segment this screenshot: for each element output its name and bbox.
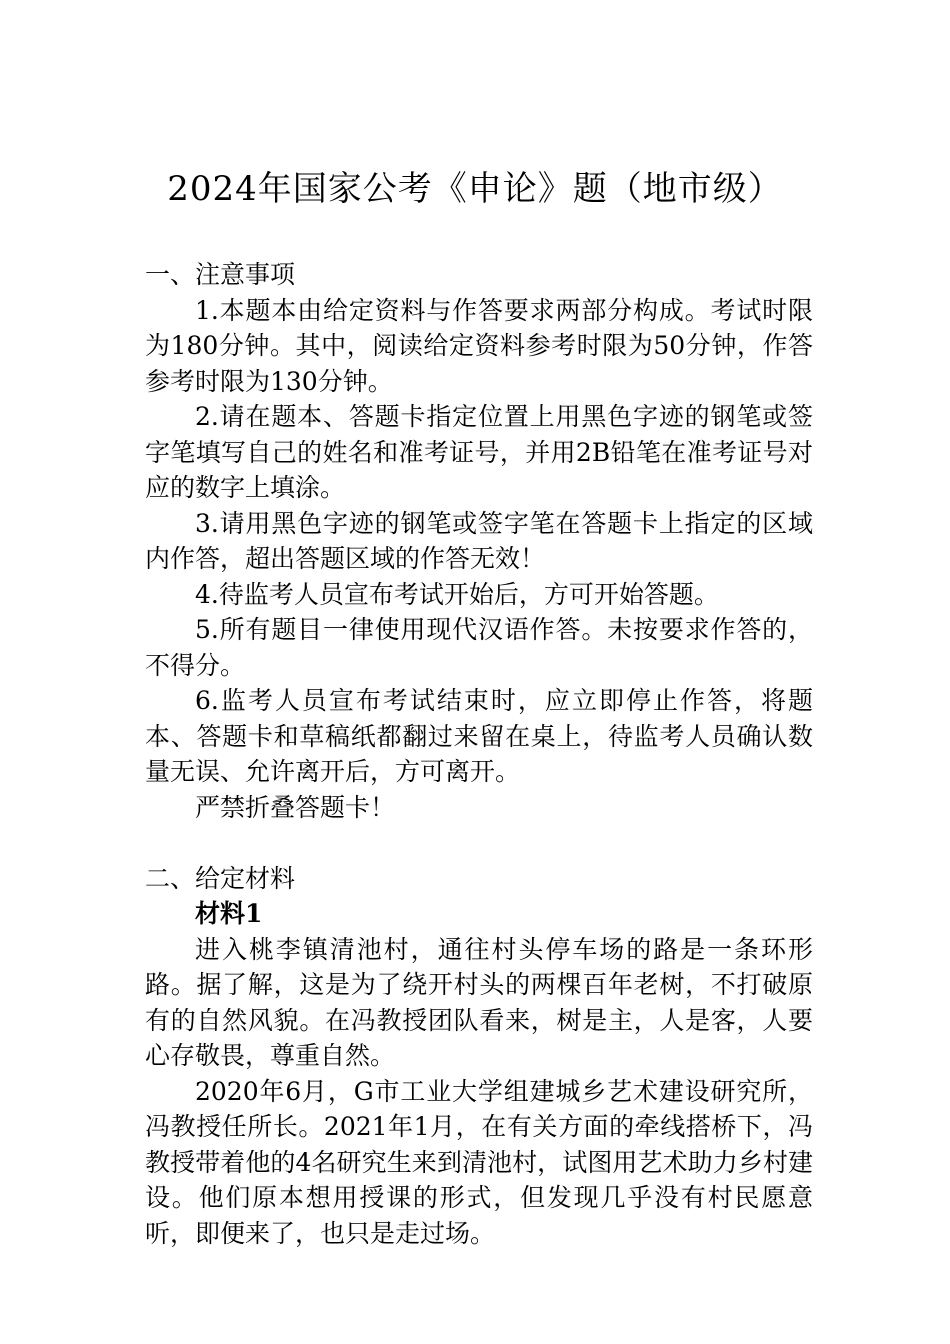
section-heading-materials: 二、给定材料 — [145, 863, 296, 893]
note-paragraph: 3.请用黑色字迹的钢笔或签字笔在答题卡上指定的区域内作答，超出答题区域的作答无效！ — [145, 508, 813, 573]
note-paragraph: 4.待监考人员宣布考试开始后，方可开始答题。 — [195, 579, 719, 609]
section-heading-notes: 一、注意事项 — [145, 260, 296, 289]
section-spacer — [145, 825, 813, 861]
document-body — [145, 257, 813, 1251]
document-title: 2024年国家公考《申论》题（地市级） — [167, 169, 783, 209]
note-paragraph: 2.请在题本、答题卡指定位置上用黑色字迹的钢笔或签字笔填写自己的姓名和准考证号，并用2B铅笔在准考证号对应的数字上填涂。 — [145, 402, 813, 502]
material-paragraph: 2020年6月，G市工业大学组建城乡艺术建设研究所，冯教授任所长。2021年1月，在有关方面的牵线搭桥下，冯教授带着他的4名研究生来到清池村，试图用艺术助力乡村建设。他们原本想用授课的形式，但发现几乎没有村民愿意听，即便来了，也只是走过场。 — [145, 1076, 813, 1248]
note-paragraph: 5.所有题目一律使用现代汉语作答。未按要求作答的，不得分。 — [145, 615, 813, 680]
material-paragraph: 进入桃李镇清池村，通往村头停车场的路是一条环形路。据了解，这是为了绕开村头的两棵百年老树，不打破原有的自然风貌。在冯教授团队看来，树是主，人是客，人要心存敬畏，尊重自然。 — [145, 934, 813, 1070]
note-warning: 严禁折叠答题卡！ — [195, 792, 396, 822]
note-paragraph: 1.本题本由给定资料与作答要求两部分构成。考试时限为180分钟。其中，阅读给定资料参考时限为50分钟，作答参考时限为130分钟。 — [145, 295, 813, 396]
material-label: 材料1 — [195, 899, 263, 928]
note-paragraph: 6.监考人员宣布考试结束时，应立即停止作答，将题本、答题卡和草稿纸都翻过来留在桌上，待监考人员确认数量无误、允许离开后，方可离开。 — [145, 686, 813, 786]
